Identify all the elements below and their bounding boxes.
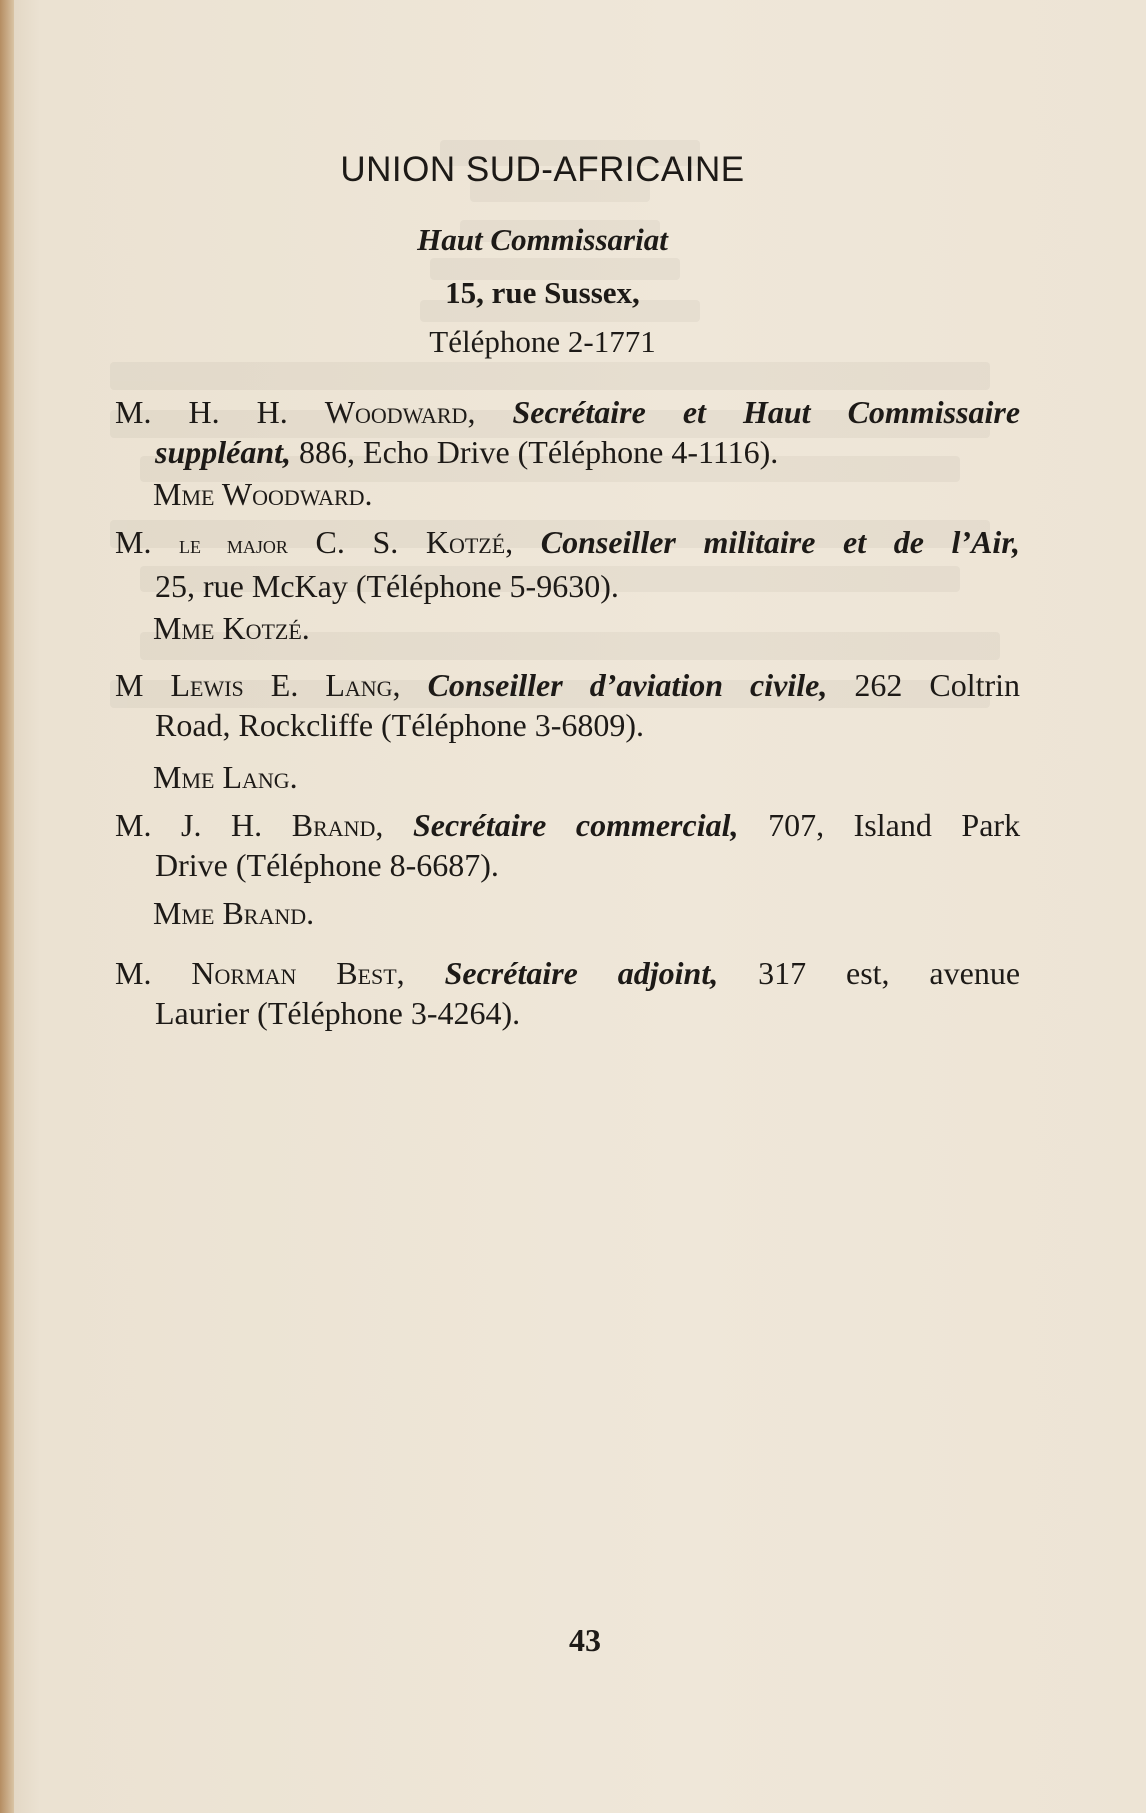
entry-details: Drive (Téléphone 8-6687). [155, 847, 499, 883]
entry-title-continued: suppléant, [155, 434, 292, 470]
entry-prefix: M. [115, 524, 152, 560]
page-spine-edge [0, 0, 14, 1813]
entry-surname: Norman Best, [191, 955, 405, 991]
page-heading: UNION SUD-AFRICAINE [340, 150, 745, 189]
entry-prefix: M. H. H. [115, 394, 288, 430]
entry-brand [115, 805, 1020, 933]
entry-title: Secrétaire adjoint, [444, 955, 719, 991]
page-number: 43 [569, 1622, 601, 1658]
entry-details: Laurier (Téléphone 3-4264). [155, 995, 521, 1031]
entry-surname: Lewis E. Lang, [170, 667, 401, 703]
entry-title: Secrétaire et Haut Commissaire [512, 394, 1021, 430]
entry-spouse: Mme Woodward. [153, 476, 373, 512]
entry-details-inline: 317 est, avenue [758, 955, 1021, 991]
entry-title: Conseiller d’aviation civile, [427, 667, 828, 703]
entry-spouse: Mme Brand. [153, 895, 315, 931]
entry-woodward [115, 392, 1020, 514]
entry-surname: Kotzé, [425, 524, 514, 560]
entry-details-inline: 262 Coltrin [854, 667, 1021, 703]
entry-best [115, 953, 1020, 1033]
entry-rank: le major [179, 532, 288, 559]
office-phone: Téléphone 2-1771 [429, 324, 656, 359]
office-name: Haut Commissariat [417, 222, 668, 257]
entry-spouse: Mme Kotzé. [153, 610, 310, 646]
entry-prefix: M. [115, 955, 152, 991]
entry-details: 25, rue McKay (Téléphone 5-9630). [155, 568, 619, 604]
entry-prefix: M [115, 667, 144, 703]
entry-prefix: M. J. H. [115, 807, 263, 843]
entry-details: Road, Rockcliffe (Téléphone 3-6809). [155, 707, 645, 743]
entry-kotze [115, 522, 1020, 648]
entry-surname: Woodward, [324, 394, 476, 430]
entry-details: 886, Echo Drive (Téléphone 4-1116). [291, 434, 779, 470]
entry-name: C. S. [315, 524, 399, 560]
entry-lang [115, 665, 1020, 797]
office-address: 15, rue Sussex, [445, 275, 640, 310]
entry-title: Secrétaire commercial, [413, 807, 739, 843]
entry-title: Conseiller militaire et de l’Air, [540, 524, 1020, 560]
entry-details-inline: 707, Island Park [768, 807, 1021, 843]
entry-surname: Brand, [291, 807, 384, 843]
entry-spouse: Mme Lang. [153, 759, 298, 795]
